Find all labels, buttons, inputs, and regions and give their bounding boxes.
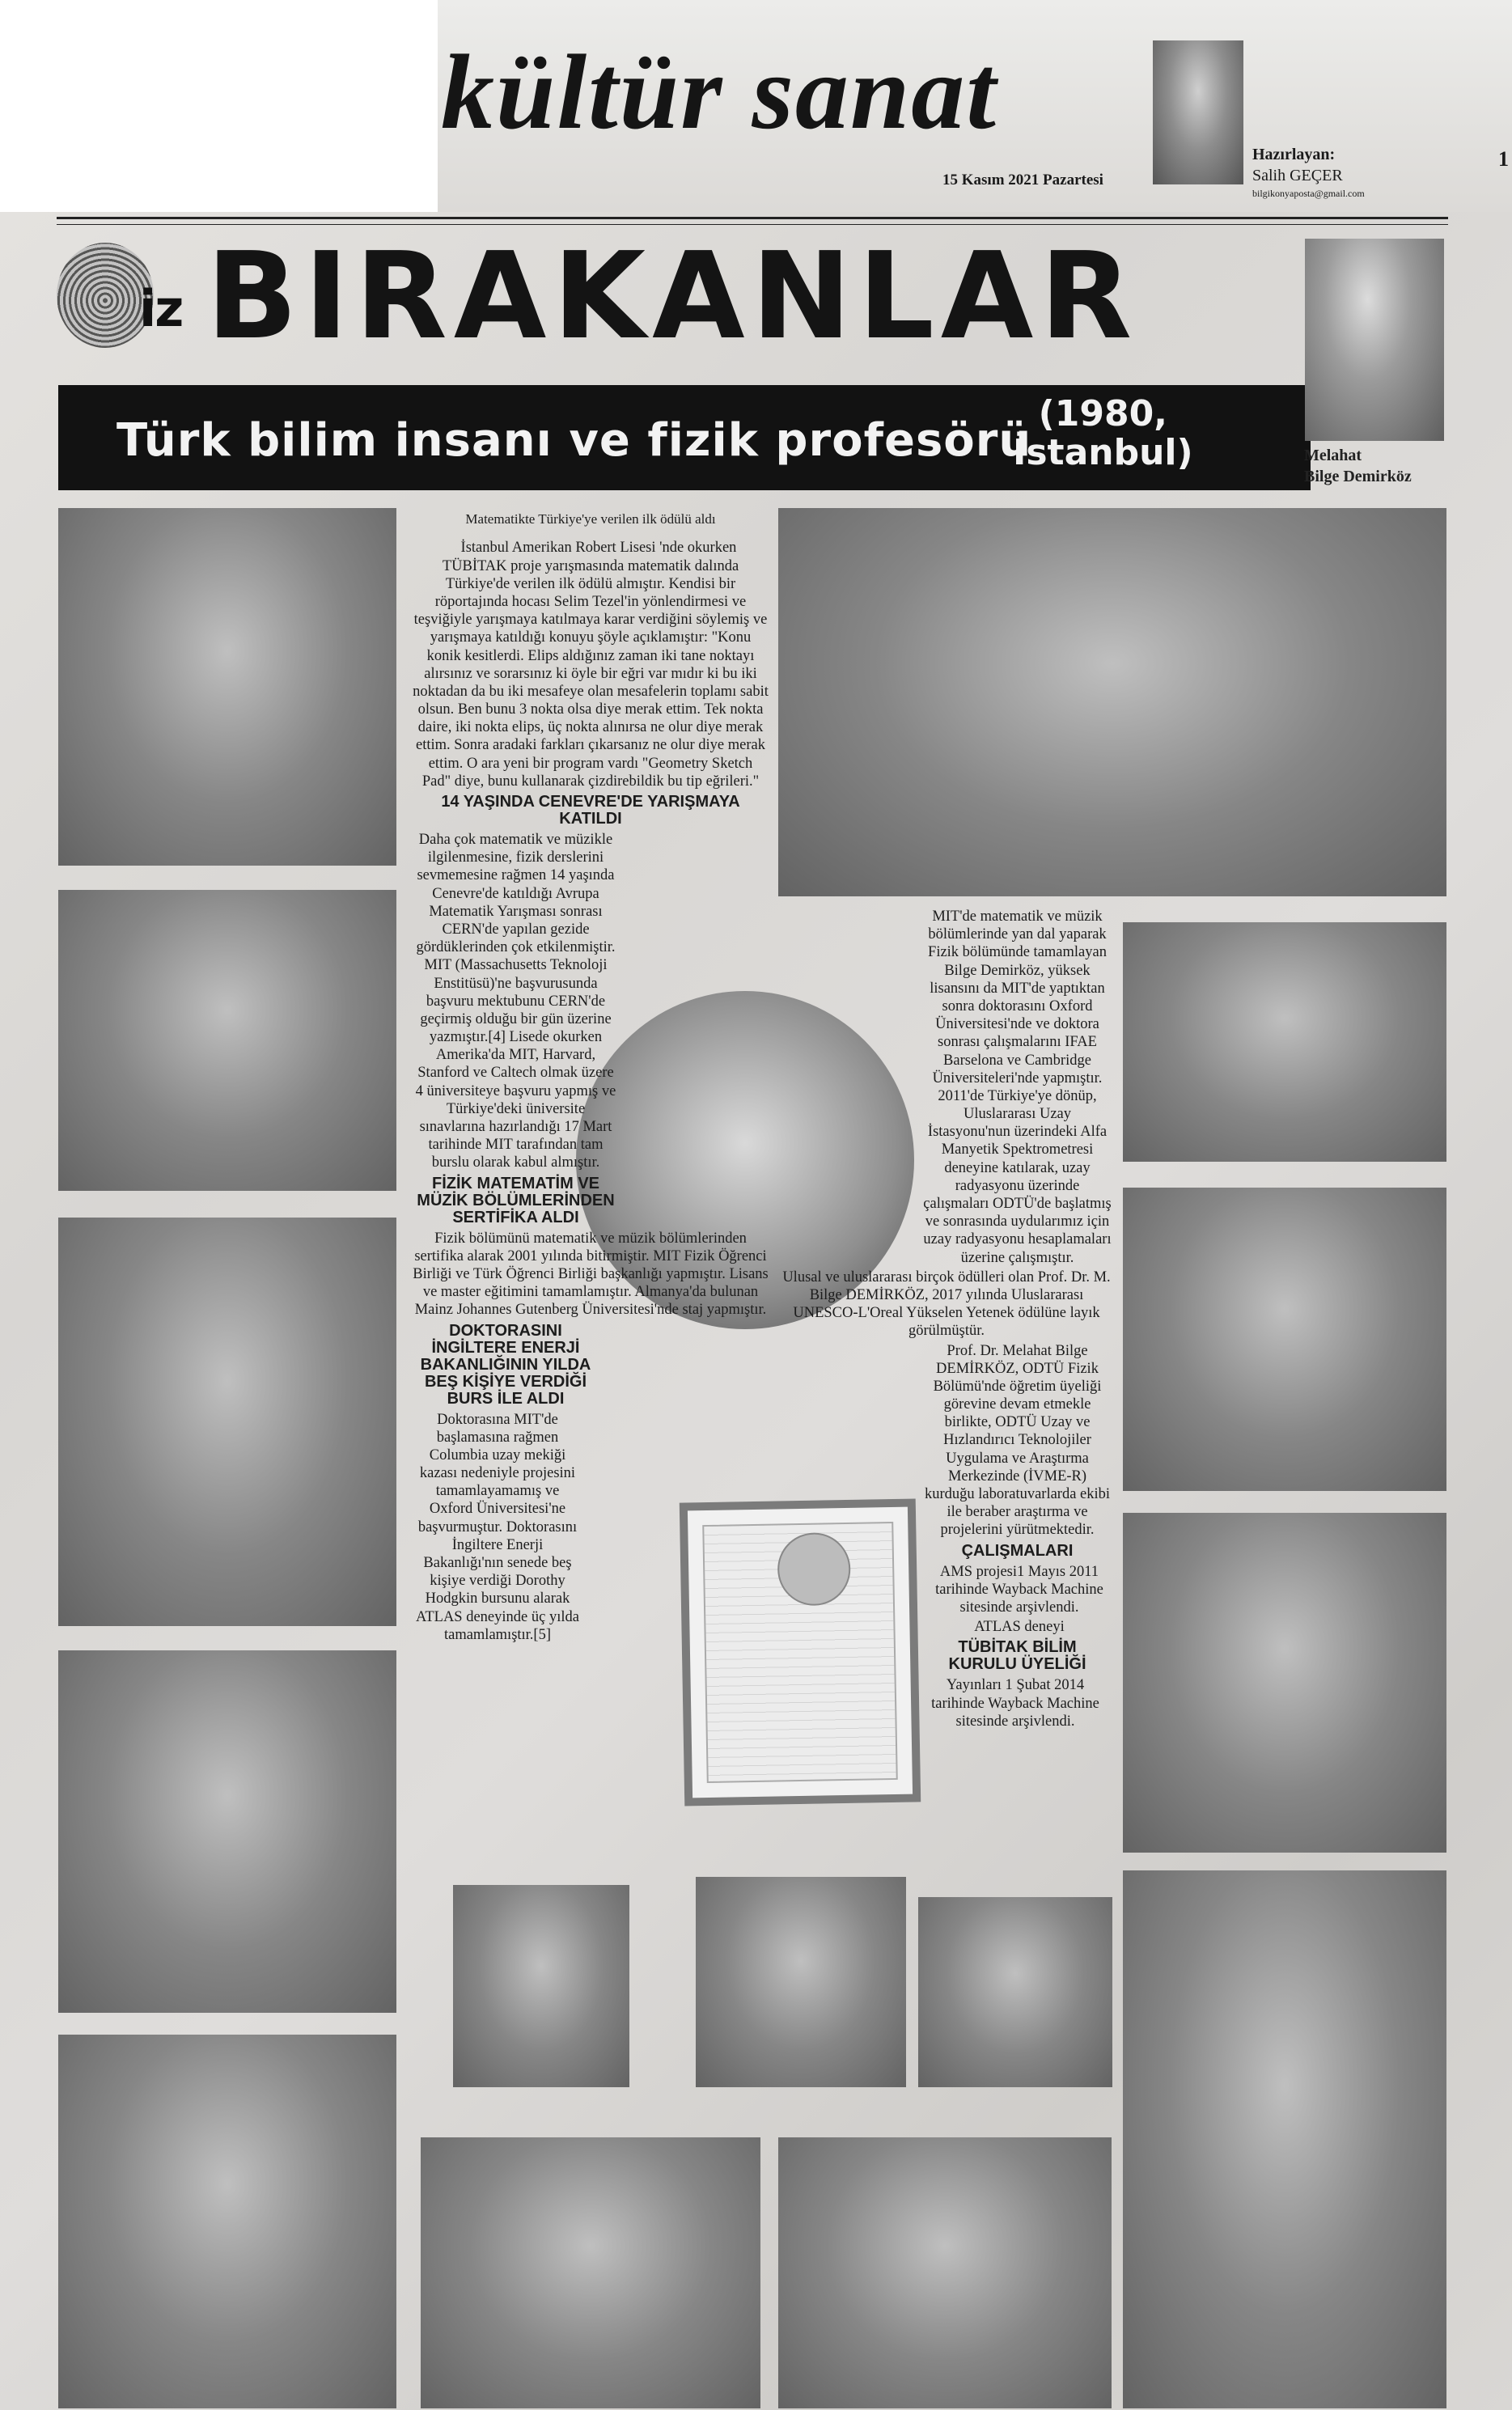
photo-portrait-3 (58, 2035, 396, 2408)
subheading: 14 YAŞINDA CENEVRE'DE YARIŞMAYA KATILDI (441, 793, 740, 828)
paragraph: Ulusal ve uluslararası birçok ödülleri olan Prof. Dr. M. Bilge DEMİRKÖZ, 2017 yılında Uluslararası UNESCO-L'Oreal Yükselen Yetenek ödülüne layık görülmüştür. (782, 1269, 1111, 1340)
photo-group-physics (1123, 922, 1446, 1162)
subheading: TÜBİTAK BİLİM KURULU ÜYELİĞİ (948, 1638, 1086, 1674)
photo-speaker-1 (453, 1885, 629, 2087)
photo-flute (1123, 1513, 1446, 1853)
photo-lecture (778, 2137, 1112, 2408)
photo-award (58, 890, 396, 1191)
caption-first-name: Melahat (1304, 447, 1362, 464)
birth-place: İstanbul) (1013, 432, 1193, 474)
issue-date: 15 Kasım 2021 Pazartesi (942, 172, 1103, 188)
photo-portrait-1 (58, 1218, 396, 1626)
photo-group-ceremony (778, 508, 1446, 896)
paragraph: Prof. Dr. Melahat Bilge DEMİRKÖZ, ODTÜ Fizik Bölümü'nde öğretim üyeliği görevine devam etmekle birlikte, ODTÜ Uzay ve Hızlandırıcı Teknolojiler Uygulama ve Araştırma Merkezinde (İVME-R) kurduğu laboratuvarlarda ekibi ile beraber araştırma ve projelerini yürütmektedir. (924, 1342, 1111, 1539)
prepared-by-label: Hazırlayan: (1252, 146, 1336, 163)
photo-selfie (1123, 1188, 1446, 1491)
section-title: kültür sanat (441, 32, 997, 151)
subheading: FİZİK MATEMATİM VE MÜZİK BÖLÜMLERİNDEN SERTİFİKA ALDI (417, 1174, 615, 1226)
article-column-1 (413, 511, 769, 1645)
photo-speaker-2 (696, 1877, 906, 2087)
paragraph: Daha çok matematik ve müzikle ilgilenmesine, fizik derslerini sevmemesine rağmen 14 yaşında Cenevre'de katıldığı Avrupa Matematik Yarışması sonrası CERN'de yapılan gezide gördüklerinden çok etkilenmiştir. MIT (Massachusetts Teknoloji Enstitüsü)'ne başvurusunda başvuru mektubunu CERN'de geçirmiş olduğu bir gün üzerine yazmıştır.[4] Lisede okurken Amerika'da MIT, Harvard, Stanford ve Caltech olmak üzere 4 üniversiteye başvuru yapmış ve Türkiye'deki üniversite sınavlarına hazırlandığı 17 Mart tarihinde MIT tarafından tam burslu olarak kabul almıştır. (415, 832, 616, 1171)
main-title: BIRAKANLAR (206, 227, 1139, 366)
subheading: ÇALIŞMALARI (961, 1541, 1074, 1560)
paragraph: ATLAS deneyi (974, 1619, 1065, 1636)
paragraph: MIT'de matematik ve müzik bölümlerinde yan dal yaparak Fizik bölümünde tamamlayan Bilge Demirköz, yüksek lisansını da MIT'de yaptıktan sonra doktorasını Oxford Üniversitesi'nde ve doktora sonrası çalışmalarını IFAE Barselona ve Cambridge Üniversiteleri'nde yapmıştır. 2011'de Türkiye'ye dönüp, Uluslararası Uzay İstasyonu'nun üzerindeki Alfa Manyetik Spektrometresi deneyine katılarak, uzay radyasyonu üzerinde çalışmaları ODTÜ'de başlatmış ve sonrasında uydularımız için uzay radyasyonu hesaplamaları üzerine çalışmıştır. (923, 909, 1112, 1266)
author-photo (1153, 40, 1243, 184)
paragraph: Fizik bölümünü matematik ve müzik bölümlerinden sertifika alarak 2001 yılında bitirmiştir. MIT Fizik Öğrenci Birliği ve Türk Öğrenci Birliği başkanlığı yapmıştır. Lisans ve master eğitimini tamamlamıştır. Almanya'da bulunan Mainz Johannes Gutenberg Üniversitesi'nde staj yapmıştır. (413, 1230, 769, 1319)
paragraph: İstanbul Amerikan Robert Lisesi 'nde okurken TÜBİTAK proje yarışmasında matematik dalında Türkiye'de verilen ilk ödülü almıştır. Kendisi bir röportajında hocası Selim Tezel'in yönlendirmesi ve teşviğiyle yarışmaya katılmaya karar verdiğini söylemiş ve yarışmaya katıldığı konuyu şöyle açıklamıştır: "Konu konik kesitlerdi. Elips aldığınız zaman iki tane noktayı alırsınız ve sorarsınız ki öyle bir eğri var mıdır ki bu iki noktadan da bu iki mesafeye olan mesafelerin toplamı sabit olsun. Ben bunu 3 nokta olsa diye merak ettim. Tek nokta daire, iki nokta elips, üç nokta alınırsa ne olur diye merak ettim. Sonra aradaki farkları çıkarsanız ne olur diye merak ettim. O ara yeni bir program vardı "Geometry Sketch Pad" diye, bunu kullanarak çizdirebildik bu tip eğrileri." (413, 540, 769, 790)
caption-last-name: Bilge Demirköz (1304, 468, 1412, 485)
author-email: bilgikonyaposta@gmail.com (1252, 188, 1365, 199)
paragraph: Yayınları 1 Şubat 2014 tarihinde Wayback Machine sitesinde arşivlendi. (931, 1677, 1099, 1730)
photo-portrait-large (1123, 1870, 1446, 2408)
photo-award-group (421, 2137, 760, 2408)
photo-portrait-2 (58, 1650, 396, 2013)
intro-line: Matematikte Türkiye'ye verilen ilk ödülü aldı (465, 511, 716, 527)
subtitle-bar (58, 385, 1311, 490)
page-number: 1 (1498, 147, 1509, 171)
photo-speaker-3 (918, 1897, 1112, 2087)
subheading: DOKTORASINI İNGİLTERE ENERJİ BAKANLIĞININ YILDA BEŞ KİŞİYE VERDİĞİ BURS İLE ALDI (420, 1321, 591, 1408)
portrait-caption (1304, 445, 1412, 487)
paragraph: AMS projesi1 Mayıs 2011 tarihinde Wayback Machine sitesinde arşivlendi. (935, 1563, 1103, 1616)
subtitle: Türk bilim insanı ve fizik profesörü (116, 414, 1032, 467)
birth-info (1013, 395, 1193, 473)
photo-conference (58, 508, 396, 866)
portrait-photo (1305, 239, 1444, 441)
paragraph: Doktorasına MIT'de başlamasına rağmen Columbia uzay mekiği kazası nedeniyle projesini tamamlayamamış ve Oxford Üniversitesi'ne başvurmuştur. Doktorasını İngiltere Enerji Bakanlığı'nın senede beş kişiye verdiği Dorothy Hodgkin bursunu alarak ATLAS deneyinde üç yılda tamamlamıştır.[5] (416, 1411, 579, 1643)
article-column-2 (781, 908, 1112, 1732)
title-prefix: iz (139, 279, 183, 338)
prepared-by-name: Salih GEÇER (1252, 167, 1343, 184)
top-rule (57, 217, 1448, 225)
birth-year: (1980, (1038, 393, 1167, 434)
